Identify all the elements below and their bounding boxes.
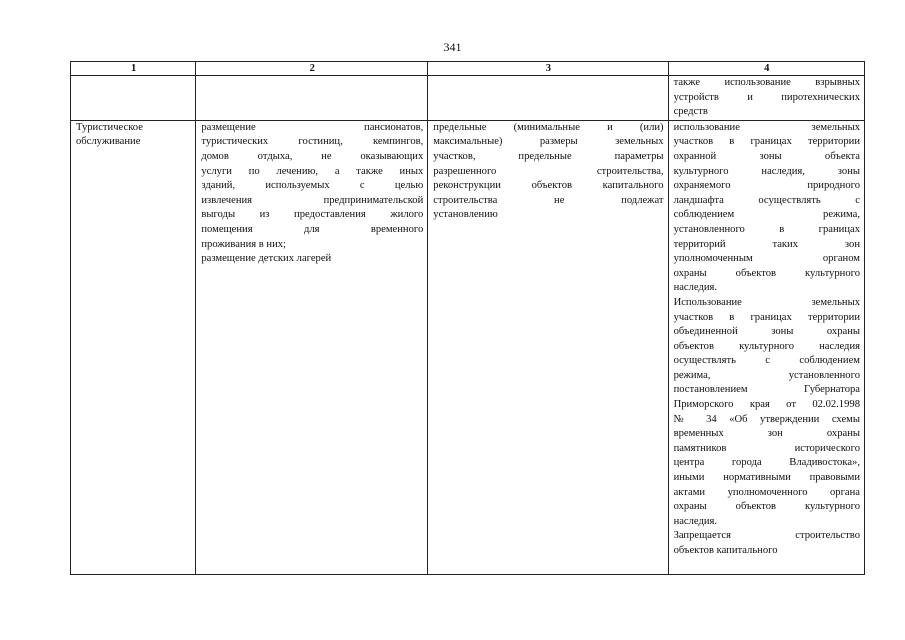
cell-line: охранной зоны объекта <box>673 150 860 162</box>
cell-line: предельные (минимальные и (или) <box>433 121 664 133</box>
table-row <box>71 76 865 121</box>
cell-line: туристических гостиниц, кемпингов, <box>201 136 424 148</box>
cell-line: извлечения предпринимательской <box>201 194 424 206</box>
cell-line: размещение детских лагерей <box>201 253 332 265</box>
cell-line: объектов капитального <box>673 545 778 556</box>
cell-line: центра города Владивостока», <box>673 457 860 469</box>
page-number: 341 <box>443 40 462 54</box>
cell-line: охраняемого природного <box>673 180 860 192</box>
cell-line: обслуживание <box>76 136 141 148</box>
cell-line: Туристическое <box>76 121 143 133</box>
table-cell <box>196 76 428 121</box>
cell-line: наследия. <box>673 515 718 527</box>
cell-line: иными нормативными правовыми <box>673 472 860 484</box>
cell-line: временных зон охраны <box>673 428 860 440</box>
cell-line: Приморского края от 02.02.1998 <box>673 399 860 411</box>
cell-line: размещение пансионатов, <box>201 121 424 133</box>
table-cell <box>71 76 196 121</box>
cell-line: участков в границах территории <box>673 136 860 148</box>
cell-line: зданий, используемых с целью <box>201 180 424 192</box>
cell-line: режима, установленного <box>673 369 860 381</box>
table-cell <box>668 120 864 574</box>
cell-line: охраны объектов культурного <box>673 501 860 513</box>
cell-line: осуществлять с соблюдением <box>673 355 860 367</box>
cell-line: максимальные) размеры земельных <box>433 136 664 148</box>
cell-line: реконструкции объектов капитального <box>433 180 664 192</box>
cell-line: Запрещается строительство <box>673 530 860 542</box>
cell-line: помещения для временного <box>201 223 424 235</box>
table-cell <box>196 120 428 574</box>
cell-line: культурного наследия, зоны <box>673 165 860 177</box>
cell-line: установлению <box>433 209 498 221</box>
cell-line: установленного в границах <box>673 223 860 235</box>
document-table <box>70 61 865 575</box>
cell-line: участков, предельные параметры <box>433 150 664 162</box>
table-header-cell: 1 <box>71 62 196 76</box>
cell-line: постановлением Губернатора <box>673 384 860 396</box>
cell-line: строительства не подлежат <box>433 194 664 206</box>
cell-line: объединенной зоны охраны <box>673 326 860 338</box>
cell-line: актами уполномоченного органа <box>673 486 860 498</box>
table-cell <box>428 120 668 574</box>
cell-line: использование земельных <box>673 121 860 133</box>
cell-line: наследия. <box>673 282 718 294</box>
cell-line: ландшафта осуществлять с <box>673 194 860 206</box>
cell-line: разрешенного строительства, <box>433 165 664 177</box>
cell-line: проживания в них; <box>201 238 287 250</box>
table-cell <box>71 120 196 574</box>
table-cell <box>668 76 864 121</box>
table-header-cell: 3 <box>428 62 668 76</box>
table-header-cell: 2 <box>196 62 428 76</box>
cell-line: Использование земельных <box>673 296 860 308</box>
table-row <box>71 120 865 574</box>
cell-line: домов отдыха, не оказывающих <box>201 150 424 162</box>
cell-line: охраны объектов культурного <box>673 267 860 279</box>
cell-line: участков в границах территории <box>673 311 860 323</box>
cell-line: уполномоченным органом <box>673 253 860 265</box>
cell-line: также использование взрывных <box>673 77 860 88</box>
cell-line: объектов культурного наследия <box>673 340 860 352</box>
cell-line: средств <box>673 106 708 118</box>
table-header-row <box>71 62 865 76</box>
table-cell <box>428 76 668 121</box>
cell-line: соблюдением режима, <box>673 209 860 221</box>
cell-line: № 34 «Об утверждении схемы <box>673 413 860 425</box>
cell-line: устройств и пиротехнических <box>673 91 860 103</box>
cell-line: территорий таких зон <box>673 238 860 250</box>
cell-line: памятников исторического <box>673 442 860 454</box>
cell-line: выгоды из предоставления жилого <box>201 209 424 221</box>
cell-line: услуги по лечению, а также иных <box>201 165 424 177</box>
table-header-cell: 4 <box>668 62 864 76</box>
